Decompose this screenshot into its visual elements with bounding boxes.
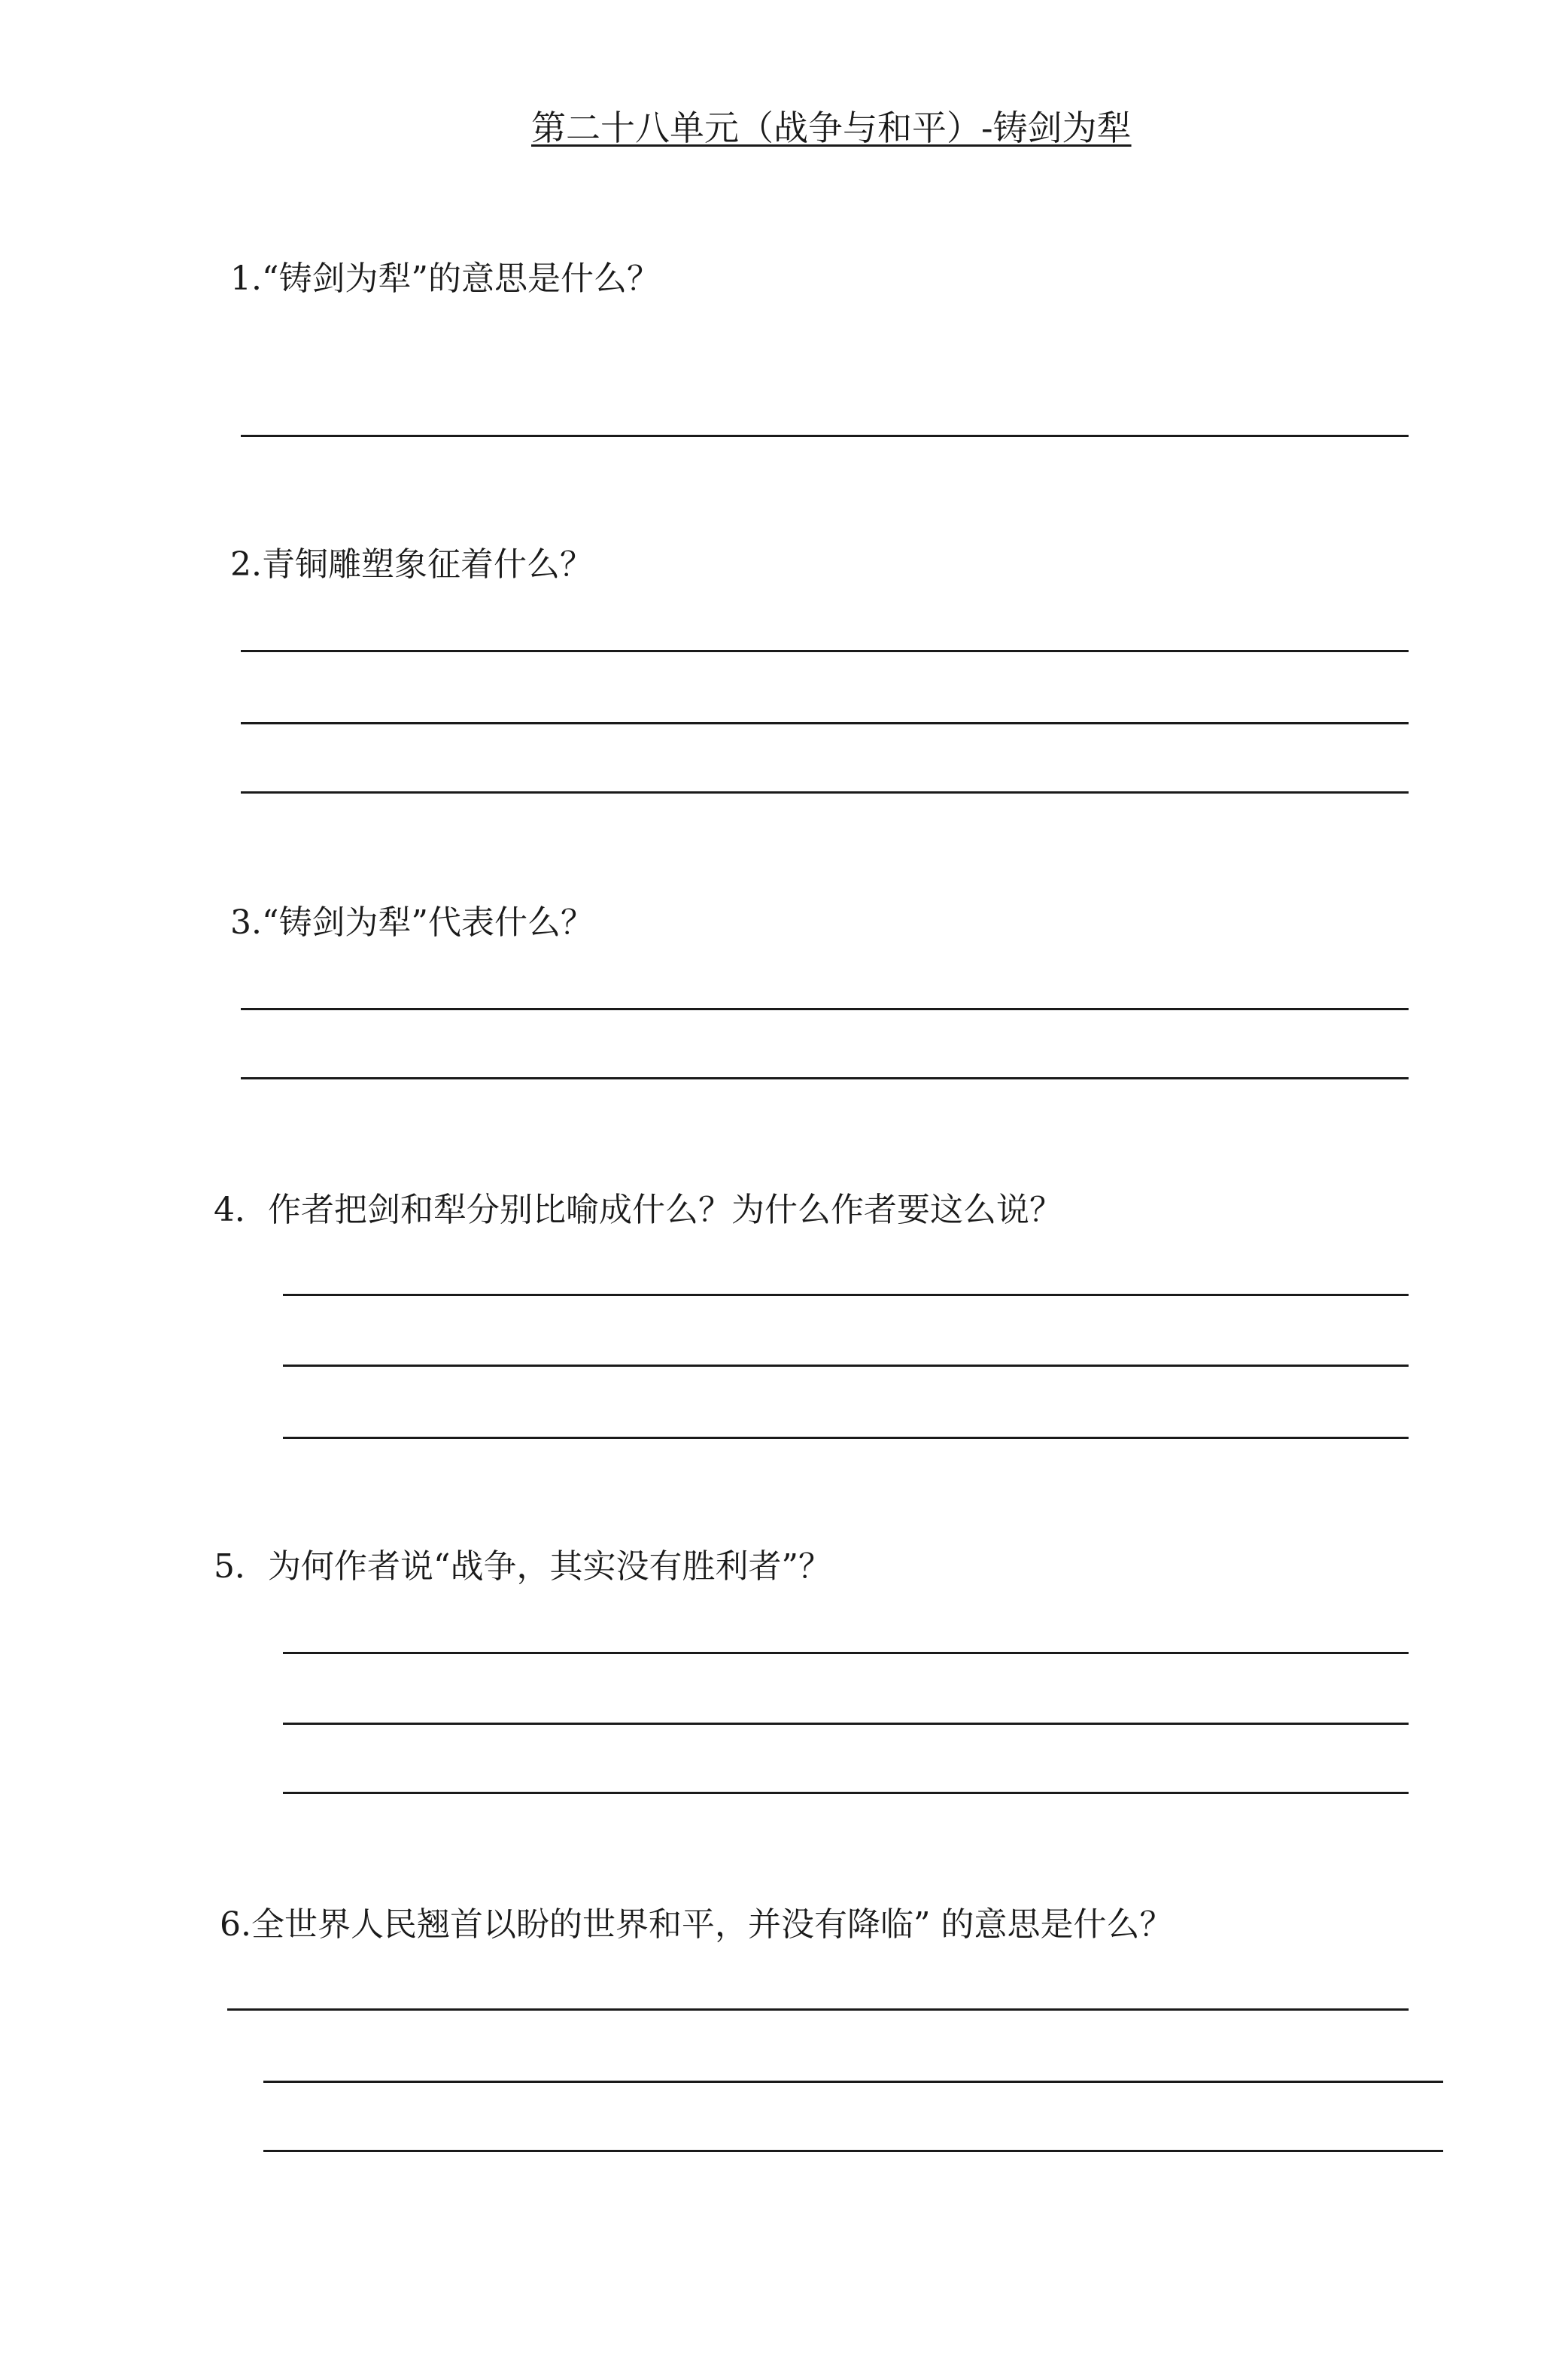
answer-line[interactable]	[241, 650, 1409, 652]
answer-line[interactable]	[241, 1077, 1409, 1079]
question-5: 5．为何作者说“战争，其实没有胜利者”？	[214, 1547, 831, 1586]
answer-line[interactable]	[283, 1365, 1409, 1367]
answer-line[interactable]	[263, 2081, 1443, 2083]
answer-line[interactable]	[283, 1294, 1409, 1296]
question-4: 4．作者把剑和犁分别比喻成什么？为什么作者要这么说？	[214, 1191, 1062, 1229]
answer-line[interactable]	[241, 435, 1409, 437]
answer-line[interactable]	[241, 1008, 1409, 1010]
answer-line[interactable]	[241, 791, 1409, 794]
answer-line[interactable]	[283, 1652, 1409, 1654]
answer-line[interactable]	[263, 2150, 1443, 2152]
answer-line[interactable]	[227, 2008, 1409, 2011]
answer-line[interactable]	[241, 722, 1409, 724]
question-3: 3.“铸剑为犁”代表什么？	[230, 903, 594, 942]
answer-line[interactable]	[283, 1723, 1409, 1725]
answer-line[interactable]	[283, 1792, 1409, 1794]
answer-line[interactable]	[283, 1437, 1409, 1439]
question-2: 2.青铜雕塑象征着什么？	[230, 545, 593, 584]
question-6: 6.全世界人民翘首以盼的世界和平，并没有降临” 的意思是什么？	[220, 1905, 1173, 1944]
question-1: 1.“铸剑为犁”的意思是什么？	[230, 260, 660, 298]
worksheet-title: 第二十八单元（战争与和平）-铸剑为犁	[531, 108, 1132, 148]
